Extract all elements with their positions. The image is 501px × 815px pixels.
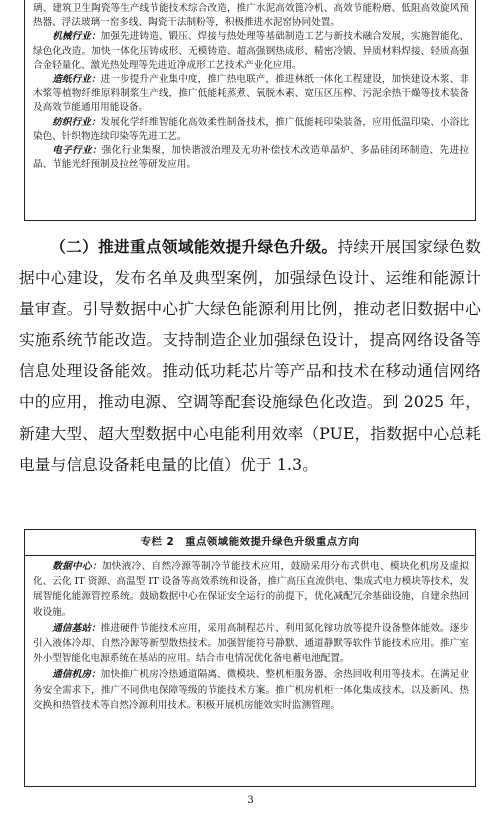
direction-item-data-center — [33, 559, 469, 620]
direction-term: 通信机房： — [52, 669, 101, 681]
special-column-2 — [24, 529, 476, 787]
main-body — [19, 232, 481, 481]
direction-term: 数据中心： — [52, 561, 102, 572]
box-continuation-paragraph: 璃、建筑卫生陶瓷等生产线节能技术综合改造，推广水泥高效篦冷机、高效节能粉磨、低阻高效旋风预热器、浮法玻璃一窑多线、陶瓷干法制粉等，积极推进水泥窑协同处置。 — [33, 3, 469, 29]
special-column-title: 专栏 2 重点领域能效提升绿色升级重点方向 — [25, 530, 475, 556]
direction-item-base-station — [33, 621, 469, 667]
direction-text: 推进硬件节能技术应用，采用高制程芯片、利用氮化镓功放等提升设备整体能效。逐步引入液体冷却、自然冷源等新型散热技术。加强智能符号静默、通道静默等软件节能技术应用。推广室外小型智能化电源系统在基站的应用。结合市电情况优化备电蓄电池配置。 — [33, 622, 470, 665]
direction-text: 加快液冷、自然冷源等制冷节能技术应用，鼓励采用分布式供电、模块化机房及虚拟化、云化 IT 资源、高温型 IT 设备等高效系统和设备，推广高压直流供电、集成式电力模块等技术，发展智能化能源管控系统。鼓励数据中心在保证安全运行的前提下，优化减配冗余基础设施，自建余热回收设施。 — [33, 561, 470, 618]
industry-item-paper — [33, 73, 469, 116]
industry-measures-box — [24, 0, 476, 221]
direction-term: 通信基站： — [52, 622, 101, 634]
industry-term: 造纸行业： — [52, 74, 101, 86]
industry-term: 机械行业： — [52, 31, 101, 43]
page-number: 3 — [247, 795, 254, 806]
industry-text: 进一步提升产业集中度，推广热电联产，推进林纸一体化工程建设，加快建设木浆、非木浆等植物纤维原料制浆生产线，推广低能耗蒸煮、氧脱木素、宽压区压榨、污泥余热干燥等技术装备及高效节能通用用能设备。 — [33, 74, 470, 114]
direction-item-machine-room — [33, 667, 469, 713]
industry-text: 发展化学纤维智能化高效柔性制备技术，推广低能耗印染装备，应用低温印染、小浴比染色、针织物连续印染等先进工艺。 — [33, 116, 470, 142]
section-heading: （二）推进重点领域能效提升绿色升级。 — [50, 238, 338, 256]
direction-text: 加快推广机房冷热通道隔离、微模块、整机柜服务器、余热回收利用等技术。在满足业务安全需求下，推广不同供电保障等级的节能技术方案。推广机房机柜一体化集成技术，以及新风、热交换和热管技术等自然冷源利用技术。积极开展机房能效实时监测管理。 — [33, 669, 470, 711]
industry-text: 加强先进铸造、锻压、焊接与热处理等基础制造工艺与新技术融合发展，实施智能化、绿色化改造。加快一体化压铸成形、无模铸造、超高强钢热成形、精密冷锻、异质材料焊接、轻质高强合金轻量化、激光热处理等先进近净成形工艺技术产业化应用。 — [33, 31, 470, 71]
industry-item-textile — [33, 116, 469, 144]
industry-item-machinery — [33, 30, 469, 73]
body-paragraph — [19, 232, 481, 481]
body-paragraph-text: 持续开展国家绿色数据中心建设，发布名单及典型案例，加强绿色设计、运维和能源计量审查。引导数据中心扩大绿色能源利用比例，推动老旧数据中心实施系统节能改造。支持制造企业加强绿色设计，提高网络设备等信息处理设备能效。推动低功耗芯片等产品和技术在移动通信网络中的应用，推动电源、空调等配套设施绿色化改造。到 2025 年，新建大型、超大型数据中心电能利用效率（PUE，指数据中心总耗电量与信息设备耗电量的比值）优于 1.3。 — [19, 238, 481, 474]
special-column-content — [25, 556, 475, 713]
industry-term: 电子行业： — [52, 145, 102, 157]
industry-text: 强化行业集聚，加快谐波治理及无功补偿技术改造单晶炉、多晶硅闭环制造、先进拉晶、节能光纤预制及拉丝等研发应用。 — [33, 145, 470, 171]
industry-term: 纺织行业： — [52, 116, 101, 128]
industry-item-electronics — [33, 144, 469, 172]
